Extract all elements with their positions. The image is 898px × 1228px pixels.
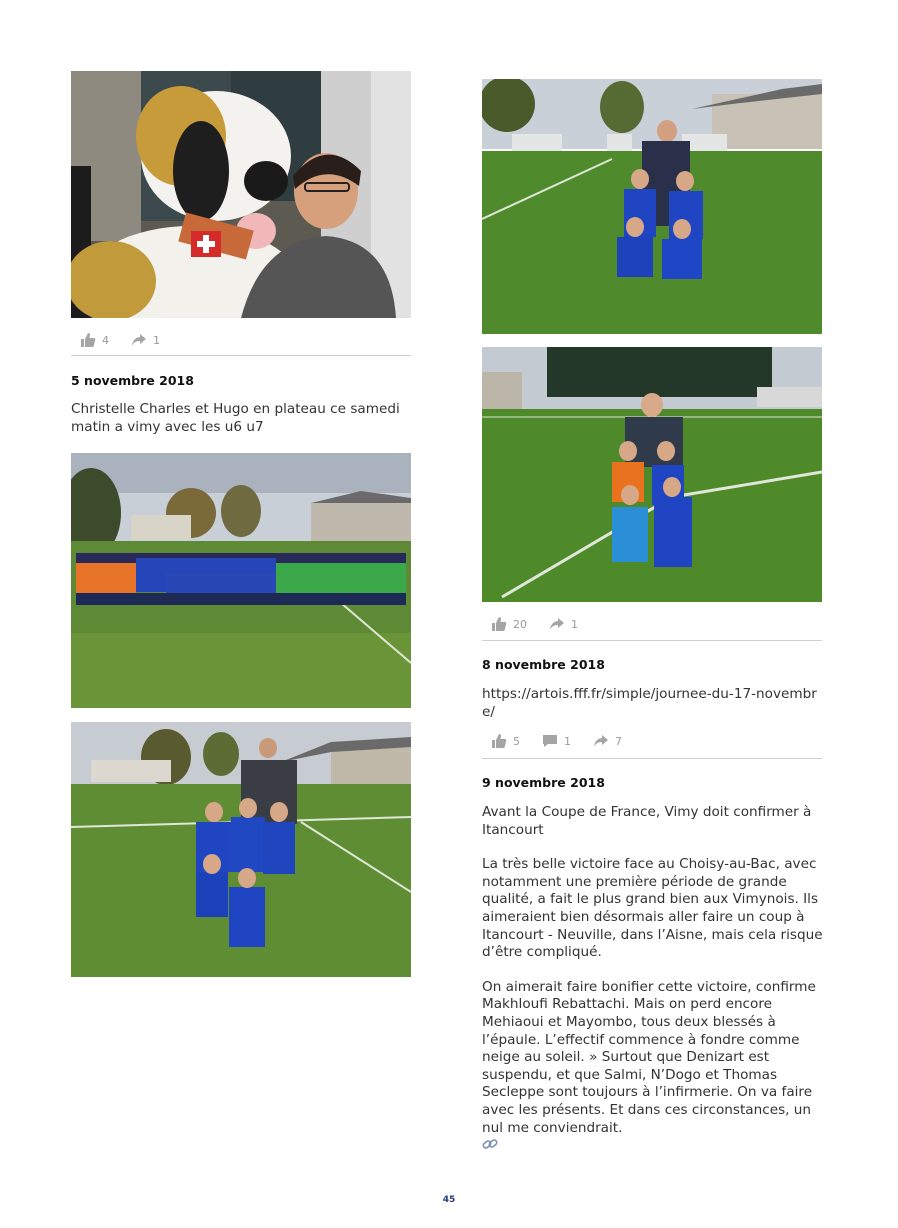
link-line: e/ xyxy=(482,703,495,720)
comment-icon xyxy=(542,733,558,749)
kids-with-man-coach-photo xyxy=(482,347,822,602)
post-text: Christelle Charles et Hugo en plateau ce samedi matin a vimy avec les u6 u7 xyxy=(71,401,400,435)
post2b-stats xyxy=(491,728,644,754)
share-count: 1 xyxy=(153,333,160,347)
post-date: 8 novembre 2018 xyxy=(482,657,605,672)
text-line: l’épaule. L’effectif commence à fondre comme xyxy=(482,1031,800,1048)
share-count: 7 xyxy=(615,734,622,748)
text-line: On aimerait faire bonifier cette victoire, confirme xyxy=(482,978,816,995)
text-line: Itancourt xyxy=(482,821,544,838)
like-count: 4 xyxy=(102,333,109,347)
like-stat[interactable] xyxy=(80,332,109,348)
team-group-photo xyxy=(71,453,411,708)
thumbs-up-icon xyxy=(80,332,96,348)
share-count: 1 xyxy=(571,617,578,631)
thumbs-up-icon xyxy=(491,733,507,749)
thumbs-up-icon xyxy=(491,616,507,632)
like-count: 20 xyxy=(513,617,527,631)
text-line: aimeraient bien désormais aller faire un coup à xyxy=(482,908,805,925)
text-line: Avant la Coupe de France, Vimy doit confirmer à xyxy=(482,804,812,820)
text-line: nul me conviendrait. xyxy=(482,1119,623,1136)
text-line: suspendu, et que Salmi, N’Dogo et Thomas xyxy=(482,1066,778,1083)
text-line: Makhloufi Rebattachi. Mais on perd encore xyxy=(482,996,773,1013)
text-line: Secleppe sont toujours à l’infirmerie. On va faire xyxy=(482,1084,813,1101)
article-paragraph-1 xyxy=(482,856,827,962)
share-stat[interactable] xyxy=(549,616,578,632)
share-stat[interactable] xyxy=(593,733,622,749)
text-line: d’être compliqué. xyxy=(482,944,602,961)
comment-count: 1 xyxy=(564,734,571,748)
text-line: notamment une première période de grande xyxy=(482,873,787,890)
link-icon[interactable] xyxy=(482,1136,498,1152)
text-line: La très belle victoire face au Choisy-au-Bac, avec xyxy=(482,856,817,873)
mascot-photo xyxy=(71,71,411,318)
divider xyxy=(482,640,822,641)
comment-stat[interactable] xyxy=(542,733,571,749)
divider xyxy=(482,758,822,759)
text-line: avec les présents. Et dans ces circonstances, un xyxy=(482,1101,812,1118)
post1-stats xyxy=(80,327,182,353)
text-line: Itancourt - Neuville, dans l’Aisne, mais cela risque xyxy=(482,926,823,943)
post2-stats xyxy=(491,611,600,637)
like-count: 5 xyxy=(513,734,520,748)
share-stat[interactable] xyxy=(131,332,160,348)
article-title xyxy=(482,804,827,839)
post-date: 9 novembre 2018 xyxy=(482,775,605,790)
text-line: neige au soleil. » Surtout que Denizart est xyxy=(482,1049,770,1066)
divider xyxy=(71,355,411,356)
link-line: https://artois.fff.fr/simple/journee-du-17-novembr xyxy=(482,686,817,702)
text-line: Mehiaoui et Mayombo, tous deux blessés à xyxy=(482,1013,776,1030)
share-arrow-icon xyxy=(549,616,565,632)
players-row xyxy=(76,553,406,605)
page-number: 45 xyxy=(442,1195,456,1205)
article-body xyxy=(482,804,827,1137)
article-paragraph-2 xyxy=(482,979,827,1137)
text-line: qualité, a fait le plus grand bien aux Vimynois. Ils xyxy=(482,891,819,908)
post-link[interactable] xyxy=(482,686,827,721)
like-stat[interactable] xyxy=(491,616,527,632)
post-date: 5 novembre 2018 xyxy=(71,373,194,388)
share-arrow-icon xyxy=(593,733,609,749)
kids-with-woman-coach-photo xyxy=(482,79,822,334)
kids-with-coach-photo xyxy=(71,722,411,977)
share-arrow-icon xyxy=(131,332,147,348)
like-stat[interactable] xyxy=(491,733,520,749)
